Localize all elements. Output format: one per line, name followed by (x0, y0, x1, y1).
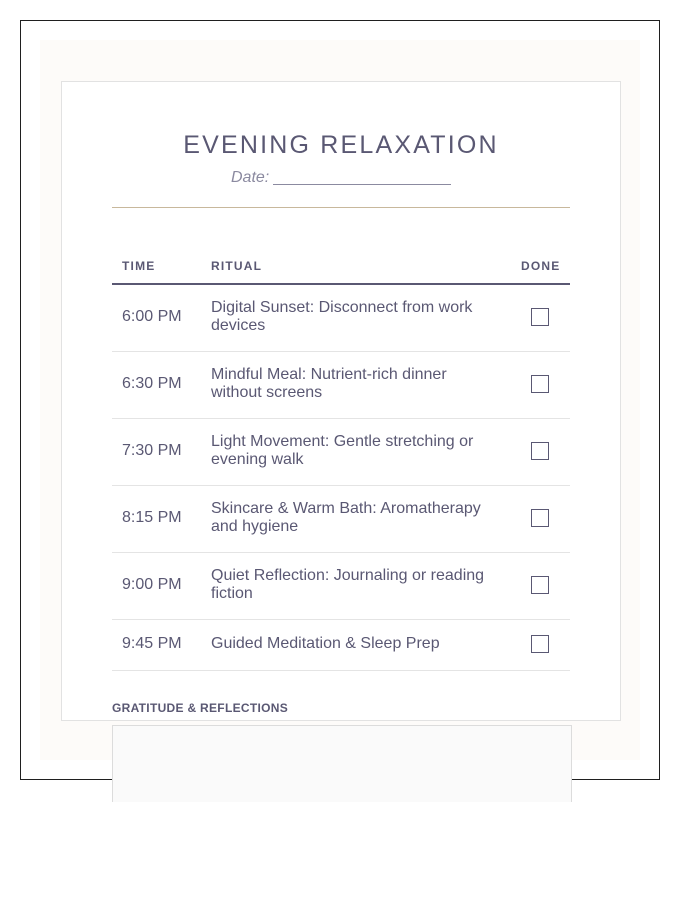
done-checkbox[interactable] (531, 576, 549, 594)
date-field[interactable] (231, 169, 451, 187)
row-time: 6:00 PM (122, 308, 182, 325)
row-time: 9:00 PM (122, 576, 182, 593)
table-row (112, 486, 570, 553)
gratitude-heading: GRATITUDE & REFLECTIONS (112, 701, 289, 715)
row-time: 6:30 PM (122, 375, 182, 392)
table-row (112, 620, 570, 671)
done-checkbox[interactable] (531, 308, 549, 326)
page-title: EVENING RELAXATION (183, 131, 499, 159)
row-ritual: Mindful Meal: Nutrient-rich dinner without screens (211, 366, 447, 401)
column-header-time: TIME (122, 259, 156, 273)
column-header-done: DONE (521, 259, 561, 273)
row-time: 7:30 PM (122, 442, 182, 459)
header-divider (112, 207, 570, 208)
table-row (112, 419, 570, 486)
table-row (112, 352, 570, 419)
row-time: 8:15 PM (122, 509, 182, 526)
date-blank-line[interactable] (273, 168, 451, 185)
done-checkbox[interactable] (531, 635, 549, 653)
table-row (112, 285, 570, 352)
gratitude-input-area[interactable] (112, 725, 572, 802)
row-ritual: Light Movement: Gentle stretching or evening walk (211, 433, 474, 468)
row-time: 9:45 PM (122, 635, 182, 652)
row-ritual: Skincare & Warm Bath: Aromatherapy and hygiene (211, 500, 481, 535)
table-row (112, 553, 570, 620)
row-ritual: Digital Sunset: Disconnect from work devices (211, 299, 473, 334)
column-header-ritual: RITUAL (211, 259, 263, 273)
done-checkbox[interactable] (531, 442, 549, 460)
date-label: Date: (231, 169, 270, 186)
row-ritual: Quiet Reflection: Journaling or reading fiction (211, 567, 485, 602)
done-checkbox[interactable] (531, 509, 549, 527)
done-checkbox[interactable] (531, 375, 549, 393)
row-ritual: Guided Meditation & Sleep Prep (211, 635, 440, 652)
